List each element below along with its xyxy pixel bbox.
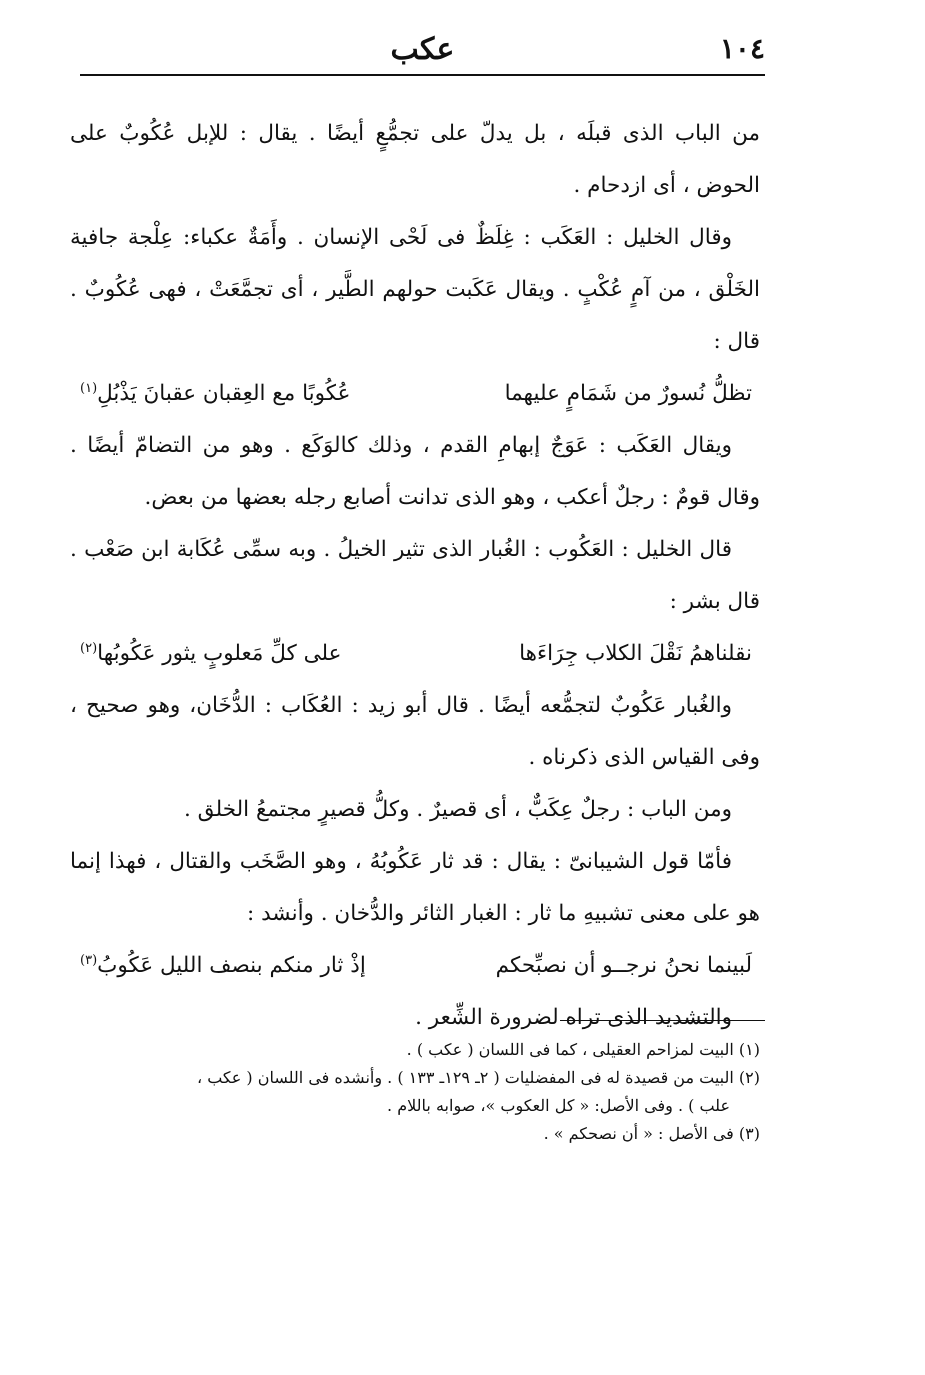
verse-hemistich-first: لَبينما نحنُ نرجــو أن نصبِّحكم — [495, 953, 752, 978]
paragraph: وقال الخليل : العَكَب : غِلَظٌ فى لَحْى الإنسان . وأَمَةٌ عكباء: عِلْجة جافية الخَلْق ، من آمٍ عُكْبٍ . ويقال عَكَبت حولهم الطَّير ، أى تجمَّعَتْ ، فهى عُكُوبٌ . قال : — [70, 225, 760, 354]
running-title: عكب — [390, 32, 455, 67]
verse-text: عُكُوبًا مع العِقبان عقبانَ يَذْبُلِ — [97, 381, 351, 406]
footnote-marker: (١) — [80, 380, 98, 396]
verse-line — [70, 628, 760, 680]
verse-line — [70, 940, 760, 992]
paragraph: والتشديد الذى تراه لضرورة الشِّعر . — [415, 1005, 732, 1030]
footnote-3: (٣) فى الأصل : « أن نصحكم » . — [543, 1124, 760, 1143]
footnotes — [70, 1036, 760, 1148]
footnote-rule — [560, 1020, 765, 1021]
footnote-marker: (٣) — [80, 952, 98, 968]
verse-hemistich-second — [80, 628, 341, 680]
verse-line — [70, 368, 760, 420]
page-number: ١٠٤ — [719, 32, 765, 65]
paragraph: ويقال العَكَب : عَوَجٌ إبهامِ القدم ، وذلك كالوَكَع . وهو من التضامّ أيضًا . وقال قومٌ : رجلٌ أعكب ، وهو الذى تدانت أصابع رجله بعضها من بعض. — [70, 433, 760, 510]
footnote-2-continued: علب ) . وفى الأصل: « كل العكوب »، صوابه باللام . — [387, 1096, 730, 1115]
paragraph: والغُبار عَكُوبٌ لتجمُّعه أيضًا . قال أبو زيد : العُكَاب : الدُّخَان، وهو صحيح ، وفى القياس الذى ذكرناه . — [70, 693, 760, 770]
verse-hemistich-second — [80, 368, 350, 420]
footnote-marker: (٢) — [80, 640, 98, 656]
verse-hemistich-second — [80, 940, 366, 992]
paragraph: من الباب الذى قبلَه ، بل يدلّ على تجمُّعٍ أيضًا . يقال : للإبل عُكُوبٌ على الحوض ، أى ازدحام . — [70, 121, 760, 198]
paragraph: ومن الباب : رجلٌ عِكَبٌّ ، أى قصيرٌ . وكلُّ قصيرٍ مجتمعُ الخلق . — [184, 797, 732, 822]
header-rule — [80, 74, 765, 76]
paragraph: قال الخليل : العَكُوب : الغُبار الذى تثير الخيلُ . وبه سمِّى عُكَابة ابن صَعْب . قال بشر : — [70, 537, 760, 614]
verse-text: إذْ ثار منكم بنصف الليل عَكُوبُ — [97, 953, 366, 978]
page-header — [80, 20, 765, 72]
verse-text: على كلِّ مَعلوبٍ يثور عَكُوبُها — [97, 641, 342, 666]
footnote-2: (٢) البيت من قصيدة له فى المفضليات ( ٢ـ ١٢٩ـ ١٣٣ ) . وأنشده فى اللسان ( عكب ، — [196, 1068, 760, 1087]
footnote-1: (١) البيت لمزاحم العقيلى ، كما فى اللسان ( عكب ) . — [406, 1040, 760, 1059]
verse-hemistich-first: تظلُّ نُسورٌ من شَمَامٍ عليهما — [504, 381, 752, 406]
verse-hemistich-first: نقلناهمُ نَقْلَ الكلاب جِرَاءَها — [519, 641, 752, 666]
paragraph: فأمّا قول الشيبانىّ : يقال : قد ثار عَكُوبُهُ ، وهو الصَّخَب والقتال ، فهذا إنما هو على معنى تشبيهِ ما ثار : الغبار الثائر والدُّخان . وأنشد : — [70, 849, 760, 926]
body-text — [70, 108, 760, 1044]
